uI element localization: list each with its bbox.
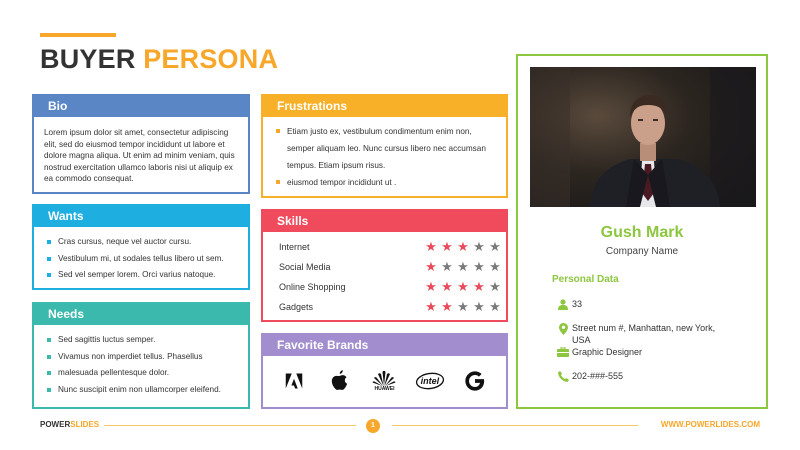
personal-data-title: Personal Data — [552, 274, 619, 285]
list-item: Sed vel semper lorem. Orci varius natoque. — [46, 267, 238, 284]
age-row — [554, 298, 732, 310]
list-item: Nunc suscipit enim non ullamcorper eleifend. — [46, 382, 238, 399]
list-item: Vestibulum mi, ut sodales tellus libero ut sem. — [46, 251, 238, 268]
brands-card — [261, 333, 508, 409]
adobe-icon — [277, 364, 311, 398]
needs-header: Needs — [34, 304, 248, 325]
star-icon: ★ — [489, 259, 501, 274]
brands-header: Favorite Brands — [263, 335, 506, 356]
star-icon: ★ — [457, 239, 469, 254]
skill-row — [263, 257, 506, 277]
star-icon: ★ — [441, 239, 453, 254]
apple-icon — [322, 364, 356, 398]
star-icon: ★ — [457, 259, 469, 274]
frustrations-header: Frustrations — [263, 96, 506, 117]
wants-list — [34, 227, 248, 284]
footer-logo — [40, 420, 99, 429]
needs-list — [34, 325, 248, 398]
star-icon: ★ — [441, 299, 453, 314]
star-icon: ★ — [473, 299, 485, 314]
frustrations-list — [263, 117, 506, 191]
skill-rating — [423, 257, 503, 277]
skills-card — [261, 209, 508, 322]
skill-row — [263, 297, 506, 317]
address-row — [554, 322, 732, 346]
skill-rating — [423, 277, 503, 297]
title-word-2: PERSONA — [143, 44, 279, 74]
huawei-wordmark: HUAWEI — [374, 386, 395, 392]
page-number: 1 — [366, 419, 380, 433]
footer-url: WWW.POWERLIDES.COM — [660, 420, 760, 429]
star-icon: ★ — [489, 299, 501, 314]
skill-label: Gadgets — [279, 302, 314, 312]
phone-value: 202-###-555 — [572, 371, 624, 381]
briefcase-icon — [554, 346, 572, 358]
star-icon: ★ — [425, 259, 437, 274]
list-item-continuation: semper aliquam leo. Nunc cursus libero nec accumsan — [287, 144, 486, 153]
skills-header: Skills — [263, 211, 506, 232]
title-accent-bar — [40, 33, 116, 37]
bio-header: Bio — [34, 96, 248, 117]
intel-wordmark: intel — [420, 376, 440, 386]
skill-label: Social Media — [279, 262, 331, 272]
skills-list — [263, 232, 506, 317]
list-item: eiusmod tempor incididunt ut . — [275, 174, 498, 191]
title-word-1: BUYER — [40, 44, 136, 74]
phone-row — [554, 370, 732, 382]
footer-line-right — [392, 425, 638, 426]
wants-header: Wants — [34, 206, 248, 227]
star-icon: ★ — [425, 279, 437, 294]
star-icon: ★ — [457, 279, 469, 294]
company-name: Company Name — [605, 246, 679, 257]
bio-card — [32, 94, 250, 194]
footer-logo-part2: SLIDES — [70, 420, 100, 429]
star-icon: ★ — [473, 239, 485, 254]
star-icon: ★ — [457, 299, 469, 314]
person-icon — [554, 298, 572, 310]
star-icon: ★ — [441, 259, 453, 274]
skill-label: Online Shopping — [279, 282, 346, 292]
skill-row — [263, 277, 506, 297]
page-title — [40, 44, 278, 75]
list-item: Cras cursus, neque vel auctor cursu. — [46, 234, 238, 251]
skill-rating — [423, 297, 503, 317]
phone-icon — [554, 370, 572, 382]
wants-card — [32, 204, 250, 290]
intel-icon — [413, 364, 447, 398]
skill-row — [263, 237, 506, 257]
star-icon: ★ — [425, 239, 437, 254]
footer-logo-part1: POWER — [40, 420, 71, 429]
profile-card — [516, 54, 768, 409]
star-icon: ★ — [473, 279, 485, 294]
job-row — [554, 346, 732, 358]
star-icon: ★ — [441, 279, 453, 294]
brand-logos — [263, 356, 506, 406]
address-value: Street num #, Manhattan, new York, USA — [572, 323, 716, 345]
list-item: Vivamus non imperdiet tellus. Phasellus — [46, 349, 238, 366]
frustrations-card — [261, 94, 508, 198]
google-icon — [458, 364, 492, 398]
profile-photo — [530, 67, 756, 207]
job-value: Graphic Designer — [572, 347, 643, 357]
list-item: malesuada pellentesque dolor. — [46, 365, 238, 382]
list-item: Sed sagittis luctus semper. — [46, 332, 238, 349]
star-icon: ★ — [489, 239, 501, 254]
huawei-icon — [367, 364, 401, 398]
location-pin-icon — [554, 322, 572, 346]
list-item-continuation: tempus. Etiam ipsum risus. — [287, 161, 386, 170]
star-icon: ★ — [473, 259, 485, 274]
skill-label: Internet — [279, 242, 310, 252]
bio-text: Lorem ipsum dolor sit amet, consectetur adipiscing elit, sed do eiusmod tempor incididunt ut labore et dolore magna aliqua. Ut enim ad minim veniam, quis nostrud exercitation ullamco laboris nisi ut aliquip ex ea commodo consequat. — [44, 128, 235, 183]
star-icon: ★ — [425, 299, 437, 314]
skill-rating — [423, 237, 503, 257]
star-icon: ★ — [489, 279, 501, 294]
age-value: 33 — [572, 299, 583, 309]
persona-name: Gush Mark — [600, 224, 684, 241]
footer-line-left — [104, 425, 356, 426]
needs-card — [32, 302, 250, 409]
list-item: Etiam justo ex, vestibulum condimentum enim non, — [275, 123, 498, 140]
